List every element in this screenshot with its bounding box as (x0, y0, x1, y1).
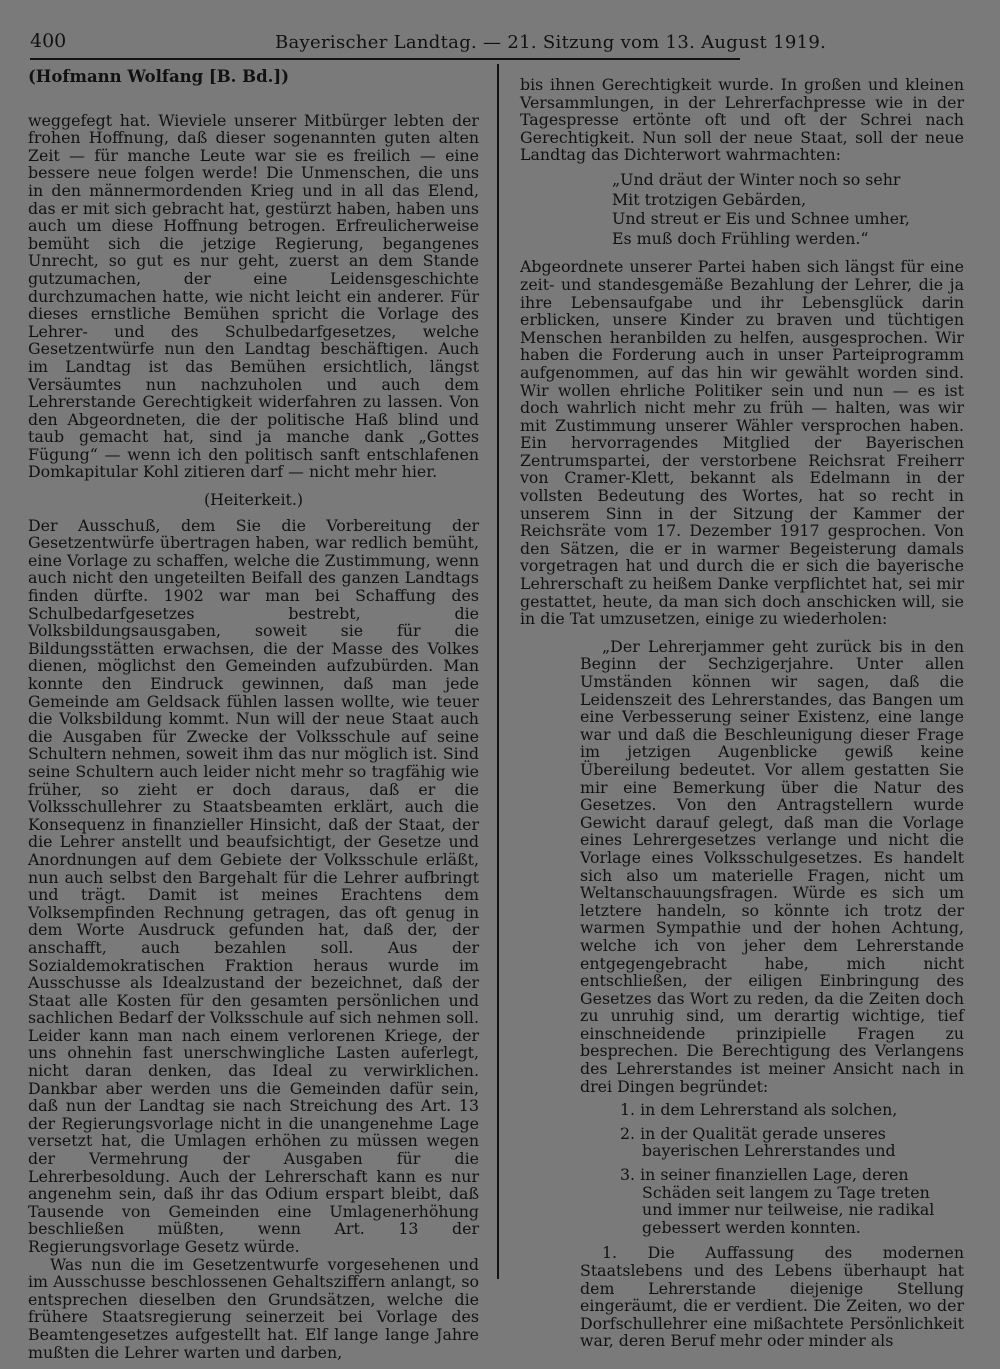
right-column (520, 76, 964, 1350)
speaker-label: (Hofmann Wolfang [B. Bd.]) (28, 67, 289, 86)
running-title: Bayerischer Landtag. — 21. Sitzung vom 13. August 1919. (275, 32, 827, 53)
paragraph: 1. Die Auffassung des modernen Staatslebens und des Lebens überhaupt hat dem Lehrerstande diejenige Stellung eingeräumt, die er verdient. Die Zeiten, wo der Dorfschullehrer eine mißachtete Persönlichkeit war, deren Beruf mehr oder minder als (580, 1243, 964, 1351)
list-item: 3. in seiner finanziellen Lage, deren Schäden seit langem zu Tage treten und immer nur teilweise, nie radikal gebessert werden konnten. (620, 1165, 935, 1237)
poem-line: Es muß doch Frühling werden.“ (612, 228, 869, 248)
page-number: 400 (30, 30, 67, 52)
numbered-list (620, 1101, 964, 1236)
paragraph: Abgeordnete unserer Partei haben sich längst für eine zeit- und standesgemäße Bezahlung der Lehrer, die ja ihre Lebensaufgabe und ihr Lebensglück darin erblicken, unsere Kinder zu braven und tüchtigen Menschen heranbilden zu helfen, ausgesprochen. Wir haben die Forderung auch in unser Parteiprogramm aufgenommen, auf das hin wir gewählt worden sind. Wir wollen ehrliche Politiker sein und nun — es ist doch wahrlich nicht mehr zu früh — halten, was wir mit Zustimmung unserer Wähler versprochen haben. Ein hervorragendes Mitglied der Bayerischen Zentrumspartei, der verstorbene Reichsrat Freiherr von Cramer-Klett, bekannt als Edelmann in der vollsten Bedeutung des Wortes, hat so recht in unserem Sinn in der Sitzung der Kammer der Reichsräte vom 17. Dezember 1917 gesprochen. Von den Sätzen, die er in warmer Begeisterung damals vorgetragen hat und durch die er sich die bayerische Lehrerschaft zu heißem Danke verpflichtet hat, sei mir gestattet, heute, da man sich doch anschicken will, sie in die Tat umzusetzen, einige zu wiederholen: (520, 257, 964, 629)
page-header (30, 28, 827, 60)
poem-quote (612, 170, 964, 248)
list-item: 2. in der Qualität gerade unseres bayerischen Lehrerstandes und (620, 1123, 896, 1161)
interjection: (Heiterkeit.) (203, 490, 304, 510)
poem-line: Mit trotzigen Gebärden, (612, 189, 807, 209)
paragraph: bis ihnen Gerechtigkeit wurde. In großen und kleinen Versammlungen, in der Lehrerfachpresse wie in der Tagespresse ertönte oft und oft der Schrei nach Gerechtigkeit. Nun soll der neue Staat, soll der neue Landtag das Dichterwort wahrmachten: (520, 75, 964, 165)
paragraph: Der Ausschuß, dem Sie die Vorbereitung der Gesetzentwürfe übertragen haben, war redlich bemüht, eine Vorlage zu schaffen, welche die Zustimmung, wenn auch nicht den ungeteilten Beifall des ganzen Landtags finden dürfte. 1902 war man bei Schaffung des Schulbedarfgesetzes bestrebt, die Volksbildungsausgaben, soweit sie für die Bildungsstätten erwachsen, die der Masse des Volkes dienen, möglichst den Gemeinden aufzubürden. Man konnte den Eindruck gewinnen, daß man jede Gemeinde am Geldsack fühlen lassen wollte, wie teuer die Volksbildung kommt. Nun will der neue Staat auch die Ausgaben für Zwecke der Volksschule auf seine Schultern nehmen, soweit ihm das nur möglich ist. Sind seine Schultern auch leider nicht mehr so tragfähig wie früher, so zieht er doch daraus, daß er die Volksschullehrer zu Staatsbeamten erklärt, auch die Konsequenz in finanzieller Hinsicht, daß der Staat, der die Lehrer anstellt und beaufsichtigt, der Gesetze und Anordnungen auf dem Gebiete der Volksschule erläßt, nun auch selbst den Bargehalt für die Lehrer aufbringt und trägt. Damit ist meines Erachtens dem Volksempfinden Rechnung getragen, das oft genug in dem Worte Ausdruck gefunden hat, daß der, der anschafft, auch bezahlen soll. Aus der Sozialdemokratischen Fraktion heraus wurde im Ausschusse als Idealzustand der bezeichnet, daß der Staat alle Kosten für den gesamten persönlichen und sachlichen Bedarf der Volksschule auf sich nehmen soll. Leider kann man nach einem verlorenen Kriege, der uns ohnehin fast unerschwingliche Lasten auferlegt, nicht daran denken, das Ideal zu verwirklichen. Dankbar aber werden uns die Gemeinden dafür sein, daß nun der Landtag sie nach Streichung des Art. 13 der Regierungsvorlage nicht in die unangenehme Lage versetzt hat, die Umlagen erhöhen zu müssen wegen der Vermehrung der Ausgaben für die Lehrerbesoldung. Auch der Lehrerschaft kann es nur angenehm sein, daß ihr das Odium erspart bleibt, daß Tausende von Gemeinden eine Umlagenerhöhung beschließen müßten, wenn Art. 13 der Regierungsvorlage Gesetz würde. (28, 515, 479, 1256)
paragraph: weggefegt hat. Wieviele unserer Mitbürger lebten der frohen Hoffnung, daß dieser sogenannten guten alten Zeit — für manche Leute war sie es freilich — eine bessere neue folgen werde! Die Unmenschen, die uns in den männermordenden Krieg und in all das Elend, das er mit sich gebracht hat, gestürzt haben, haben uns auch um diese Hoffnung betrogen. Erfreulicherweise bemüht sich die jetzige Regierung, begangenes Unrecht, so gut es nur geht, zuerst an dem Stande gutzumachen, der eine Leidensgeschichte durchzumachen hatte, wie nicht leicht ein anderer. Für dieses ernstliche Bemühen spricht die Vorlage des Lehrer- und des Schulbedarfgesetzes, welche Gesetzentwürfe nun den Landtag beschäftigen. Auch im Landtag ist das Bemühen ersichtlich, längst Versäumtes nun nachzuholen und auch dem Lehrerstande Gerechtigkeit widerfahren zu lassen. Von den Abgeordneten, die der politische Haß blind und taub gemacht hat, sind ja manche dank „Gottes Fügung“ — wenn ich den politisch sanft entschlafenen Domkapitular Kohl zitieren darf — nicht mehr hier. (28, 110, 479, 482)
left-column (28, 66, 479, 1361)
column-divider (497, 64, 499, 1279)
paragraph: Was nun die im Gesetzentwurfe vorgesehenen und im Ausschusse beschlossenen Gehaltsziffern anlangt, so entsprechen dieselben den Grundsätzen, welche die frühere Staatsregierung seinerzeit bei Vorlage des Beamtengesetzes aufgestellt hat. Elf lange lange Jahre mußten die Lehrer warten und darben, (28, 1254, 479, 1362)
list-item: 1. in dem Lehrerstand als solchen, (620, 1100, 898, 1120)
poem-line: Und streut er Eis und Schnee umher, (612, 209, 910, 229)
poem-line: „Und dräut der Winter noch so sehr (612, 169, 901, 189)
block-quote: „Der Lehrerjammer geht zurück bis in den Beginn der Sechzigerjahre. Unter allen Umständen können wir sagen, daß die Leidenszeit des Lehrerstandes, das Bangen um eine Verbesserung seiner Existenz, eine lange war und daß die Beschleunigung dieser Frage im jetzigen Augenblicke gewiß keine Übereilung bedeutet. Vor allem gestatten Sie mir eine Bemerkung über die Natur des Gesetzes. Von den Antragstellern wurde Gewicht darauf gelegt, daß man die Vorlage eines Lehrergesetzes verlange und nicht die Vorlage eines Volksschulgesetzes. Es handelt sich also um materielle Fragen, nicht um Weltanschauungsfragen. Würde es sich um letztere handeln, so könnte ich trotz der warmen Sympathie und der hohen Achtung, welche ich von jeher dem Lehrerstande entgegengebracht habe, mich nicht entschließen, der eiligen Einbringung des Gesetzes das Wort zu reden, da die Zeiten doch zu unruhig sind, um derartig wichtige, tief einschneidende prinzipielle Fragen zu besprechen. Die Berechtigung des Verlangens des Lehrerstandes ist meiner Ansicht nach in drei Dingen begründet: (580, 636, 964, 1096)
